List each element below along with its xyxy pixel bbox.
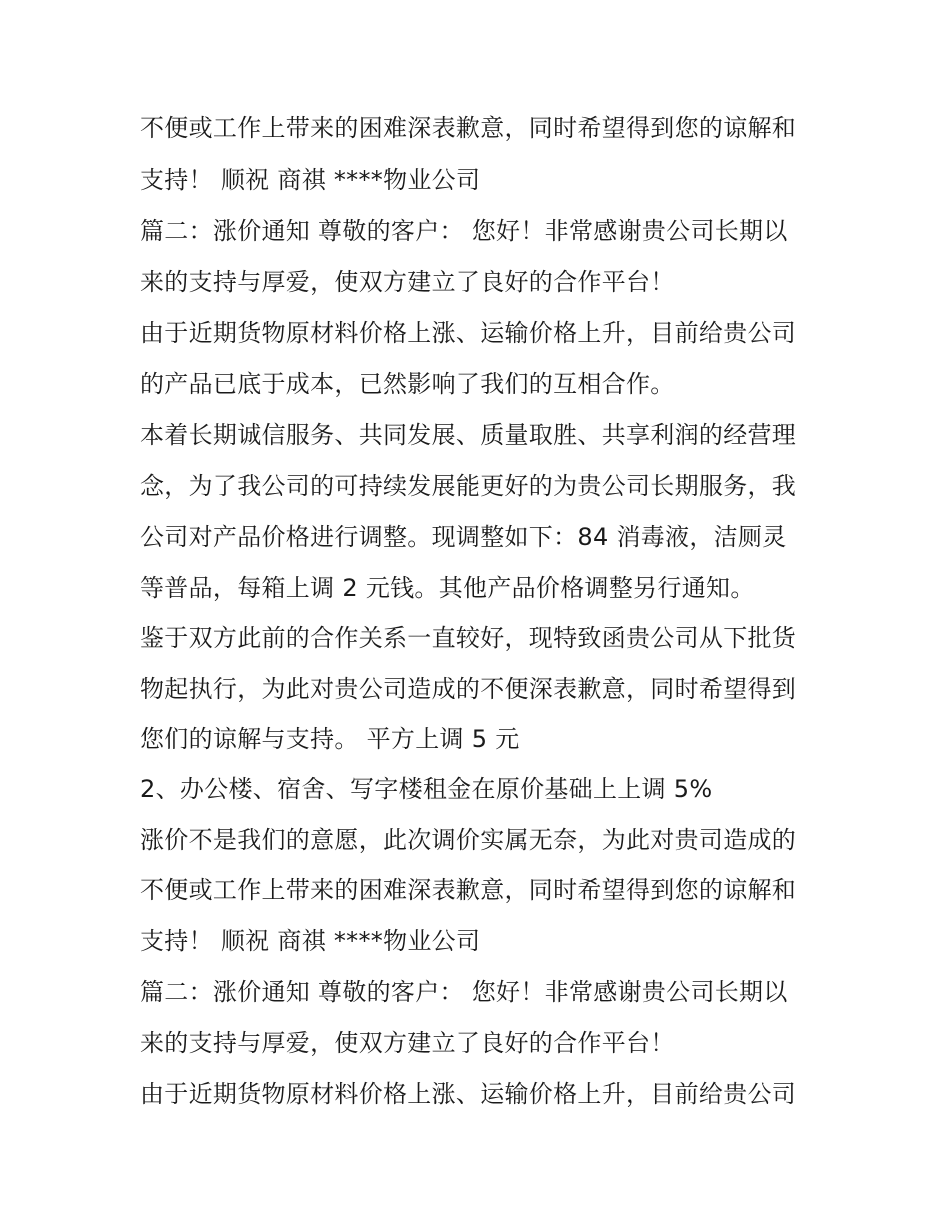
text-line: 支持！ 顺祝 商祺 ****物业公司 [140,927,481,955]
text-line: 的产品已底于成本，已然影响了我们的互相合作。 [140,370,675,398]
text-line: 不便或工作上带来的困难深表歉意，同时希望得到您的谅解和 [140,114,797,142]
text-line: 来的支持与厚爱，使双方建立了良好的合作平台！ [140,1029,675,1057]
text-line: 本着长期诚信服务、共同发展、质量取胜、共享利润的经营理 [140,421,797,449]
text-line: 由于近期货物原材料价格上涨、运输价格上升，目前给贵公司 [140,1080,797,1108]
text-line: 念，为了我公司的可持续发展能更好的为贵公司长期服务，我 [140,472,797,500]
text-line: 等普品，每箱上调 2 元钱。其他产品价格调整另行通知。 [140,574,755,602]
text-line: 鉴于双方此前的合作关系一直较好，现特致函贵公司从下批货 [140,624,797,652]
text-line: 2、办公楼、宿舍、写字楼租金在原价基础上上调 5% [140,775,713,803]
text-line: 物起执行，为此对贵公司造成的不便深表歉意，同时希望得到 [140,675,797,703]
text-line: 来的支持与厚爱，使双方建立了良好的合作平台！ [140,268,675,296]
text-line: 公司对产品价格进行调整。现调整如下：84 消毒液，洁厕灵 [140,523,787,551]
text-line: 篇二：涨价通知 尊敬的客户： 您好！非常感谢贵公司长期以 [140,217,788,245]
text-line: 篇二：涨价通知 尊敬的客户： 您好！非常感谢贵公司长期以 [140,978,788,1006]
text-line: 您们的谅解与支持。 平方上调 5 元 [140,725,520,753]
text-line: 由于近期货物原材料价格上涨、运输价格上升，目前给贵公司 [140,319,797,347]
text-line: 涨价不是我们的意愿，此次调价实属无奈，为此对贵司造成的 [140,826,797,854]
text-line: 支持！ 顺祝 商祺 ****物业公司 [140,166,481,194]
text-line: 不便或工作上带来的困难深表歉意，同时希望得到您的谅解和 [140,876,797,904]
